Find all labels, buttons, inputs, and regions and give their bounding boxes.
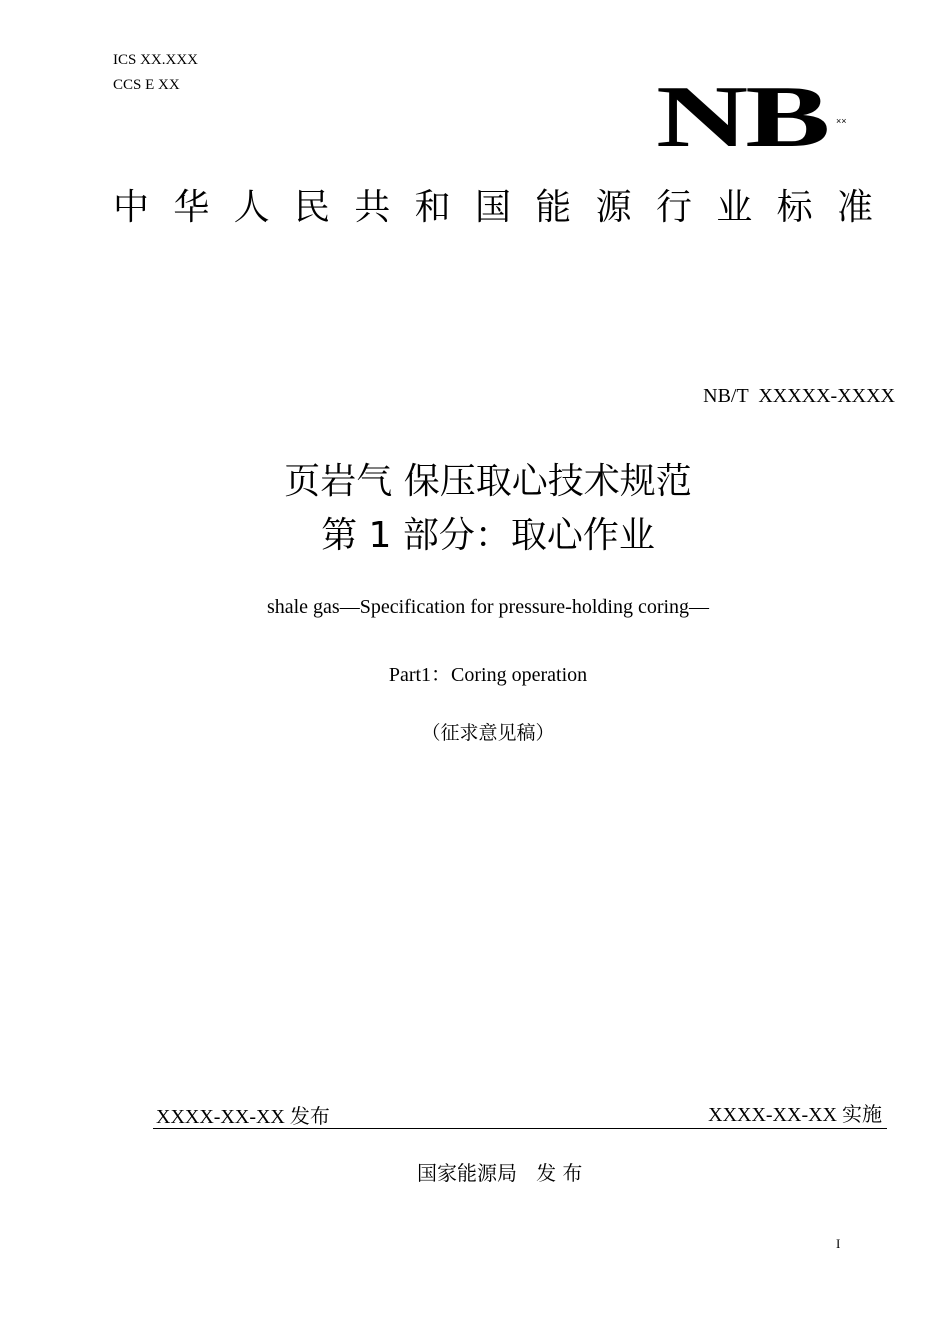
issuing-authority: 国家能源局 发 布 [417,1161,583,1185]
draft-status-note: （征求意见稿） [421,722,555,744]
english-title-line2: Part1：Coring operation [388,664,588,686]
standard-title-char: 能 [535,187,572,228]
document-number: NB/T XXXXX-XXXX [703,385,895,407]
standard-category-title [113,184,873,232]
standard-title-char: 标 [776,187,813,228]
publish-date: XXXX-XX-XX 发布 [156,1106,330,1128]
nb-logo [656,69,847,166]
standard-title-char: 国 [474,187,511,228]
date-bar [153,1098,887,1129]
classification-codes [113,48,198,98]
standard-title-char: 准 [836,187,873,228]
standard-title-char: 源 [595,187,632,228]
standard-title-char: 人 [233,187,270,228]
ics-code: ICS XX.XXX [113,52,199,68]
standard-title-char: 业 [716,187,753,228]
standard-title-char: 共 [354,187,391,228]
standard-title-char: 行 [655,187,692,228]
document-title-line2: 第 1 部分：取心作业 [321,515,655,556]
page-number: I [836,1236,841,1251]
standard-title-char: 华 [173,187,210,228]
nb-logo-suffix: ×× [836,116,847,126]
ccs-code: CCS E XX [113,77,180,93]
document-title-line1: 页岩气 保压取心技术规范 [284,461,692,502]
standard-title-char: 和 [414,187,451,228]
nb-logo-text: NB [656,69,828,166]
standard-title-char: 中 [113,187,150,228]
standard-title-char: 民 [293,187,330,228]
implement-date: XXXX-XX-XX 实施 [708,1104,882,1126]
english-title-line1: shale gas—Specification for pressure-holding coring— [266,596,710,618]
